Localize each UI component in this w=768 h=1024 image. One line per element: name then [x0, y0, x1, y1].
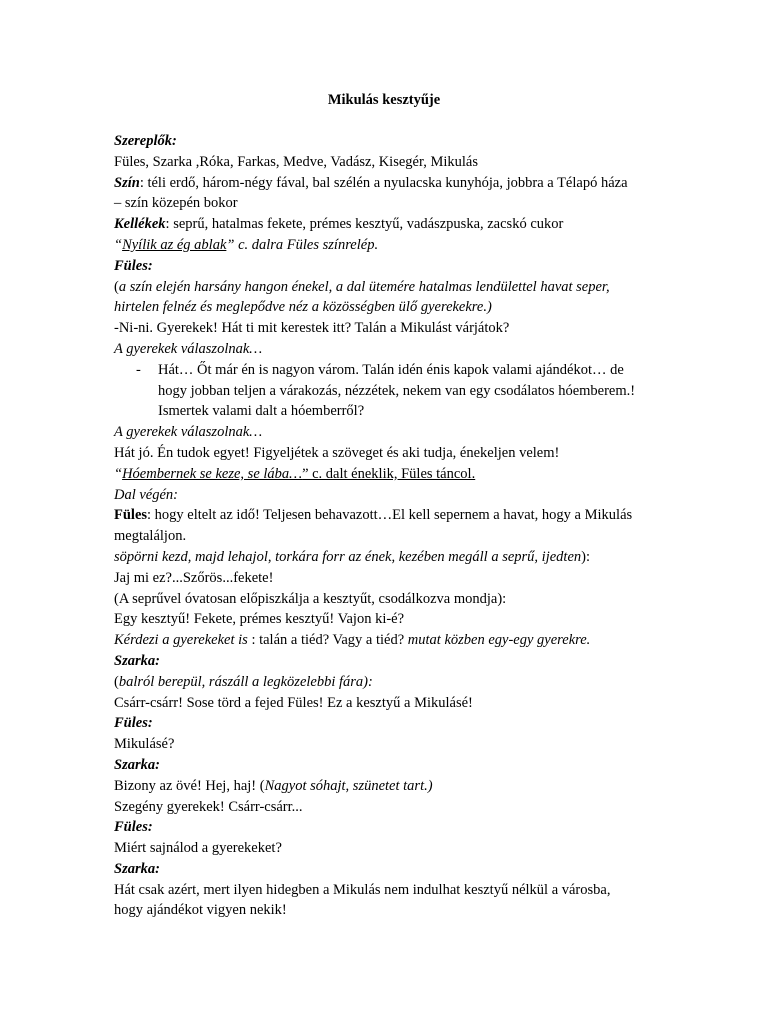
- setting-text: : téli erdő, három-négy fával, bal szélén a nyulacska kunyhója, jobbra a Télapó háza: [139, 174, 628, 191]
- speaker-szarka: Szarka:: [114, 860, 160, 877]
- dialogue-line: Hát csak azért, mert ilyen hidegben a Mikulás nem indulhat kesztyű nélkül a városba,: [114, 881, 611, 898]
- question-line: Kérdezi a gyerekeket is : talán a tiéd? Vagy a tiéd? mutat közben egy-egy gyerekre.: [114, 632, 591, 649]
- dialogue-line: Jaj mi ez?...Szőrös...fekete!: [114, 569, 274, 586]
- cast-heading: Szereplők:: [114, 133, 177, 149]
- setting-label: Szín: [114, 174, 140, 191]
- document-title: Mikulás kesztyűje: [327, 92, 441, 108]
- setting-line-2: – szín közepén bokor: [114, 195, 238, 212]
- fules-line: Füles: hogy eltelt az idő! Teljesen behavazott…El kell sepernem a havat, hogy a Mikulás: [114, 507, 633, 524]
- dialogue-line: megtaláljon.: [114, 528, 187, 545]
- dialogue-line: (A seprűvel óvatosan előpiszkálja a kesztyűt, csodálkozva mondja):: [114, 590, 507, 607]
- dialogue-line: Szegény gyerekek! Csárr-csárr...: [114, 798, 303, 815]
- dialogue-line: -Ni-ni. Gyerekek! Hát ti mit kerestek itt? Talán a Mikulást várjátok?: [114, 320, 510, 337]
- song-title-1: Nyílik az ég ablak: [122, 236, 227, 253]
- children-answer: A gyerekek válaszolnak…: [114, 340, 263, 357]
- speaker-fules: Füles:: [114, 715, 153, 732]
- props-label: Kellékek: [114, 216, 166, 233]
- dialogue-line: Hát jó. Én tudok egyet! Figyeljétek a szöveget és aki tudja, énekeljen velem!: [114, 444, 560, 461]
- dash-bullet: -: [136, 361, 141, 378]
- dialogue-line: Csárr-csárr! Sose törd a fejed Füles! Ez a kesztyű a Mikulásé!: [114, 694, 473, 711]
- dialogue-line: Bizony az övé! Hej, haj! (Nagyot sóhajt, szünetet tart.): [114, 777, 433, 794]
- stage-direction: (a szín elején harsány hangon énekel, a dal ütemére hatalmas lendülettel havat seper,: [114, 278, 610, 295]
- dialogue-line: hogy ajándékot vigyen nekik!: [114, 902, 287, 919]
- stage-direction-4: (balról berepül, rászáll a legközelebbi fára):: [114, 673, 373, 690]
- setting-line: [114, 173, 674, 194]
- song-title-2: Hóembernek se keze, se lába…: [122, 465, 303, 482]
- dash-list-item: - Hát… Őt már én is nagyon várom. Talán idén énis kapok valami ajándékot… de hogy jobban teljen a várakozás, nézzétek, nekem van egy csodálatos hóemberem.! Ismertek valami dalt a hóemberről?: [136, 361, 636, 420]
- speaker-szarka: Szarka:: [114, 652, 160, 669]
- speaker-fules: Füles:: [114, 257, 153, 274]
- children-answer-2: A gyerekek válaszolnak…: [114, 424, 263, 441]
- dialogue-line: Egy kesztyű! Fekete, prémes kesztyű! Vajon ki-é?: [114, 611, 405, 628]
- song-entry-line: “Nyílik az ég ablak” c. dalra Füles színrelép.: [114, 236, 379, 253]
- dialogue-line: Mikulásé?: [114, 736, 175, 753]
- stage-direction-2: hirtelen felnéz és meglepődve néz a közösségben ülő gyerekekre.): [114, 299, 492, 316]
- stage-direction-3: söpörni kezd, majd lehajol, torkára forr az ének, kezében megáll a seprű, ijedten):: [114, 548, 591, 565]
- speaker-fules: Füles:: [114, 819, 153, 836]
- speaker-fules-inline: Füles: [114, 507, 148, 524]
- speaker-szarka: Szarka:: [114, 756, 160, 773]
- song-line-2: “Hóembernek se keze, se lába…” c. dalt éneklik, Füles táncol.: [114, 465, 476, 482]
- dialogue-line: Miért sajnálod a gyerekeket?: [114, 840, 282, 857]
- props-text: : seprű, hatalmas fekete, prémes kesztyű, vadászpuska, zacskó cukor: [165, 216, 564, 233]
- props-line: [114, 214, 674, 235]
- cast-list: Füles, Szarka ,Róka, Farkas, Medve, Vadász, Kisegér, Mikulás: [114, 153, 478, 170]
- document-body: [114, 131, 674, 921]
- song-end: Dal végén:: [114, 486, 179, 503]
